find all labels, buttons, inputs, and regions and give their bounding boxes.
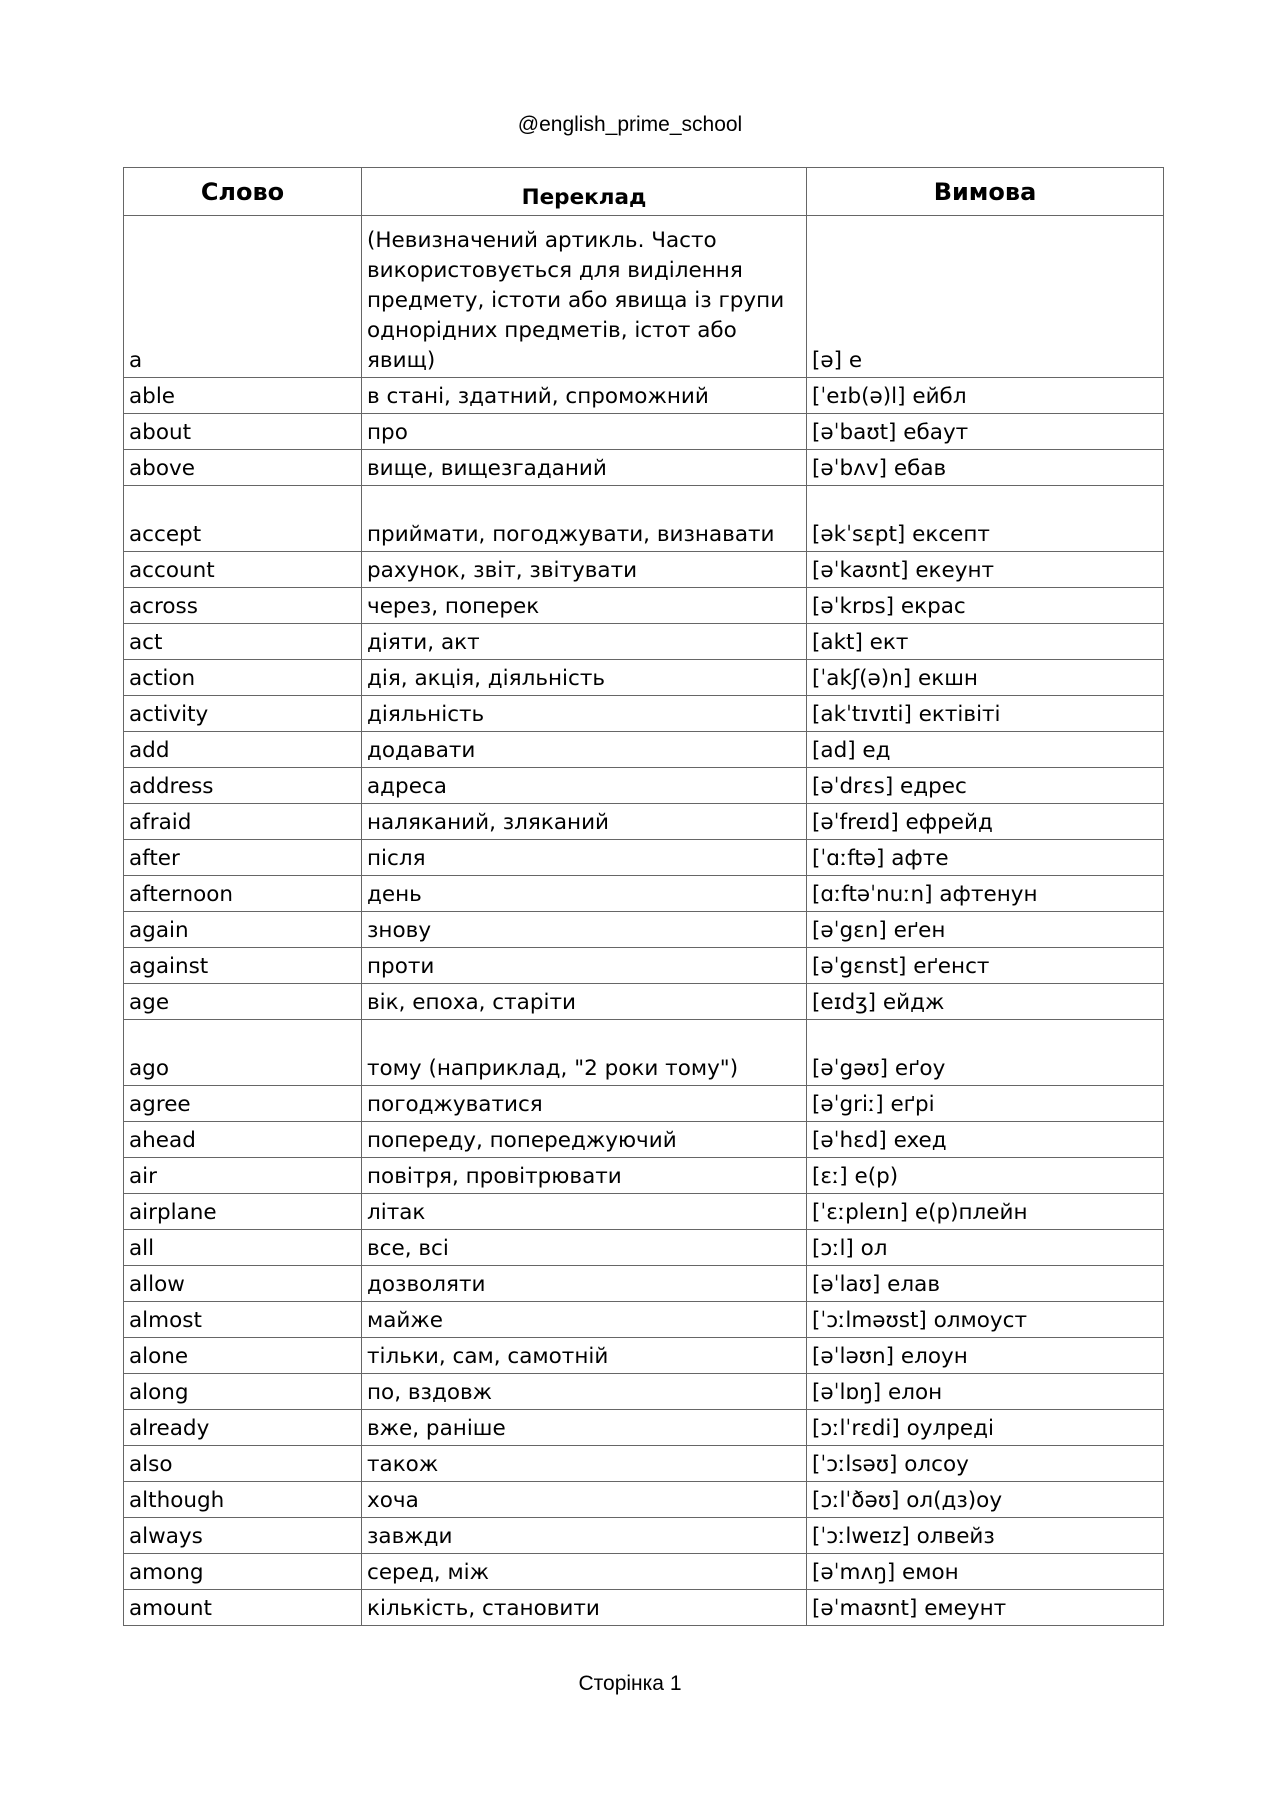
pronunciation-cell: [əˈhɛd] exeд: [807, 1122, 1164, 1158]
word-cell: accept: [124, 486, 362, 552]
table-row: [124, 912, 1164, 948]
translation-cell: наляканий, зляканий: [362, 804, 807, 840]
word-cell: afraid: [124, 804, 362, 840]
column-header-translation: Переклад: [362, 168, 807, 216]
word-cell: a: [124, 216, 362, 378]
table-row: [124, 1302, 1164, 1338]
translation-cell: додавати: [362, 732, 807, 768]
translation-cell: дозволяти: [362, 1266, 807, 1302]
word-cell: although: [124, 1482, 362, 1518]
table-row: [124, 1590, 1164, 1626]
pronunciation-cell: [ˈɔːlweɪz] олвейз: [807, 1518, 1164, 1554]
table-row: [124, 1374, 1164, 1410]
word-cell: above: [124, 450, 362, 486]
column-header-pronunciation: Вимова: [807, 168, 1164, 216]
translation-cell: діяльність: [362, 696, 807, 732]
table-row: [124, 876, 1164, 912]
table-row: [124, 696, 1164, 732]
translation-cell: вже, раніше: [362, 1410, 807, 1446]
table-row: [124, 984, 1164, 1020]
translation-cell: літак: [362, 1194, 807, 1230]
pronunciation-cell: [əˈgriː] еґрі: [807, 1086, 1164, 1122]
pronunciation-cell: [əˈləʊn] елоун: [807, 1338, 1164, 1374]
word-cell: all: [124, 1230, 362, 1266]
translation-cell: серед, між: [362, 1554, 807, 1590]
table-row: [124, 1230, 1164, 1266]
table-row: [124, 1554, 1164, 1590]
pronunciation-cell: [ˈɔːlsəʊ] олсоу: [807, 1446, 1164, 1482]
word-cell: add: [124, 732, 362, 768]
word-cell: amount: [124, 1590, 362, 1626]
word-cell: along: [124, 1374, 362, 1410]
pronunciation-cell: [əˈlɒŋ] елон: [807, 1374, 1164, 1410]
translation-cell: знову: [362, 912, 807, 948]
pronunciation-cell: [ˈɛːpleɪn] е(р)плейн: [807, 1194, 1164, 1230]
table-row: [124, 1020, 1164, 1086]
translation-cell: діяти, акт: [362, 624, 807, 660]
pronunciation-cell: [əˈgɛn] еґен: [807, 912, 1164, 948]
table-row: [124, 768, 1164, 804]
pronunciation-cell: [əˈlaʊ] елав: [807, 1266, 1164, 1302]
pronunciation-cell: [əˈbʌv] ебав: [807, 450, 1164, 486]
translation-cell: погоджуватися: [362, 1086, 807, 1122]
word-cell: allow: [124, 1266, 362, 1302]
translation-cell: все, всі: [362, 1230, 807, 1266]
table-row: [124, 1410, 1164, 1446]
table-row: [124, 1266, 1164, 1302]
table-row: [124, 732, 1164, 768]
column-header-word: Слово: [124, 168, 362, 216]
translation-cell: завжди: [362, 1518, 807, 1554]
table-row: [124, 804, 1164, 840]
table-row: [124, 588, 1164, 624]
table-row: [124, 1158, 1164, 1194]
word-cell: air: [124, 1158, 362, 1194]
word-cell: act: [124, 624, 362, 660]
pronunciation-cell: [əˈfreɪd] ефрейд: [807, 804, 1164, 840]
pronunciation-cell: [ɔːl] ол: [807, 1230, 1164, 1266]
translation-cell: тому (наприклад, "2 роки тому"): [362, 1020, 807, 1086]
word-cell: after: [124, 840, 362, 876]
translation-cell: через, поперек: [362, 588, 807, 624]
pronunciation-cell: [əkˈsɛpt] ексепт: [807, 486, 1164, 552]
word-cell: activity: [124, 696, 362, 732]
word-cell: agree: [124, 1086, 362, 1122]
translation-cell: вік, епоха, старіти: [362, 984, 807, 1020]
pronunciation-cell: [əˈkaʊnt] екеунт: [807, 552, 1164, 588]
translation-cell: також: [362, 1446, 807, 1482]
translation-cell: тільки, сам, самотній: [362, 1338, 807, 1374]
word-cell: against: [124, 948, 362, 984]
table-row: [124, 1194, 1164, 1230]
table-row: [124, 216, 1164, 378]
translation-cell: майже: [362, 1302, 807, 1338]
pronunciation-cell: [əˈbaʊt] ебаут: [807, 414, 1164, 450]
translation-cell: в стані, здатний, спроможний: [362, 378, 807, 414]
vocabulary-table: [123, 167, 1164, 1626]
pronunciation-cell: [əˈgəʊ] еґоу: [807, 1020, 1164, 1086]
table-header-row: [124, 168, 1164, 216]
translation-cell: кількість, становити: [362, 1590, 807, 1626]
translation-cell: проти: [362, 948, 807, 984]
page-header: @english_prime_school: [517, 113, 743, 136]
table-row: [124, 660, 1164, 696]
pronunciation-cell: [əˈdrɛs] едрес: [807, 768, 1164, 804]
word-cell: already: [124, 1410, 362, 1446]
table-row: [124, 840, 1164, 876]
table-row: [124, 1122, 1164, 1158]
word-cell: also: [124, 1446, 362, 1482]
table-row: [124, 378, 1164, 414]
pronunciation-cell: [ˈɑːftə] афте: [807, 840, 1164, 876]
pronunciation-cell: [ɔːlˈðəʊ] ол(дз)оу: [807, 1482, 1164, 1518]
table-row: [124, 624, 1164, 660]
translation-cell: попереду, попереджуючий: [362, 1122, 807, 1158]
translation-cell: після: [362, 840, 807, 876]
pronunciation-cell: [ɔːlˈrɛdi] оулреді: [807, 1410, 1164, 1446]
pronunciation-cell: [ˈɔːlməʊst] олмоуст: [807, 1302, 1164, 1338]
table-row: [124, 1482, 1164, 1518]
pronunciation-cell: [ɑːftəˈnuːn] афтенун: [807, 876, 1164, 912]
word-cell: among: [124, 1554, 362, 1590]
table-row: [124, 486, 1164, 552]
pronunciation-cell: [eɪdʒ] ейдж: [807, 984, 1164, 1020]
word-cell: across: [124, 588, 362, 624]
pronunciation-cell: [ˈakʃ(ə)n] екшн: [807, 660, 1164, 696]
translation-cell: адреса: [362, 768, 807, 804]
pronunciation-cell: [əˈgɛnst] еґенст: [807, 948, 1164, 984]
translation-cell: рахунок, звіт, звітувати: [362, 552, 807, 588]
translation-cell: дія, акція, діяльність: [362, 660, 807, 696]
translation-cell: про: [362, 414, 807, 450]
pronunciation-cell: [əˈmʌŋ] емон: [807, 1554, 1164, 1590]
pronunciation-cell: [əˈkrɒs] екрас: [807, 588, 1164, 624]
translation-cell: (Невизначений артикль. Часто використовується для виділення предмету, істоти або явища із групи однорідних предметів, істот або явищ): [362, 216, 807, 378]
table-row: [124, 1086, 1164, 1122]
word-cell: account: [124, 552, 362, 588]
translation-cell: хоча: [362, 1482, 807, 1518]
word-cell: able: [124, 378, 362, 414]
page-footer: Сторінка 1: [578, 1672, 682, 1695]
word-cell: action: [124, 660, 362, 696]
word-cell: always: [124, 1518, 362, 1554]
table-row: [124, 948, 1164, 984]
word-cell: again: [124, 912, 362, 948]
translation-cell: по, вздовж: [362, 1374, 807, 1410]
pronunciation-cell: [ə] е: [807, 216, 1164, 378]
translation-cell: вище, вищезгаданий: [362, 450, 807, 486]
word-cell: about: [124, 414, 362, 450]
pronunciation-cell: [ɛː] е(р): [807, 1158, 1164, 1194]
translation-cell: день: [362, 876, 807, 912]
pronunciation-cell: [əˈmaʊnt] емеунт: [807, 1590, 1164, 1626]
word-cell: age: [124, 984, 362, 1020]
table-row: [124, 1518, 1164, 1554]
word-cell: ahead: [124, 1122, 362, 1158]
translation-cell: повітря, провітрювати: [362, 1158, 807, 1194]
word-cell: almost: [124, 1302, 362, 1338]
word-cell: ago: [124, 1020, 362, 1086]
table-row: [124, 1446, 1164, 1482]
word-cell: address: [124, 768, 362, 804]
word-cell: afternoon: [124, 876, 362, 912]
pronunciation-cell: [ad] ед: [807, 732, 1164, 768]
table-row: [124, 552, 1164, 588]
table-row: [124, 450, 1164, 486]
pronunciation-cell: [akt] ект: [807, 624, 1164, 660]
table-row: [124, 1338, 1164, 1374]
translation-cell: приймати, погоджувати, визнавати: [362, 486, 807, 552]
word-cell: airplane: [124, 1194, 362, 1230]
pronunciation-cell: [akˈtɪvɪti] ектівіті: [807, 696, 1164, 732]
pronunciation-cell: [ˈeɪb(ə)l] ейбл: [807, 378, 1164, 414]
word-cell: alone: [124, 1338, 362, 1374]
table-row: [124, 414, 1164, 450]
